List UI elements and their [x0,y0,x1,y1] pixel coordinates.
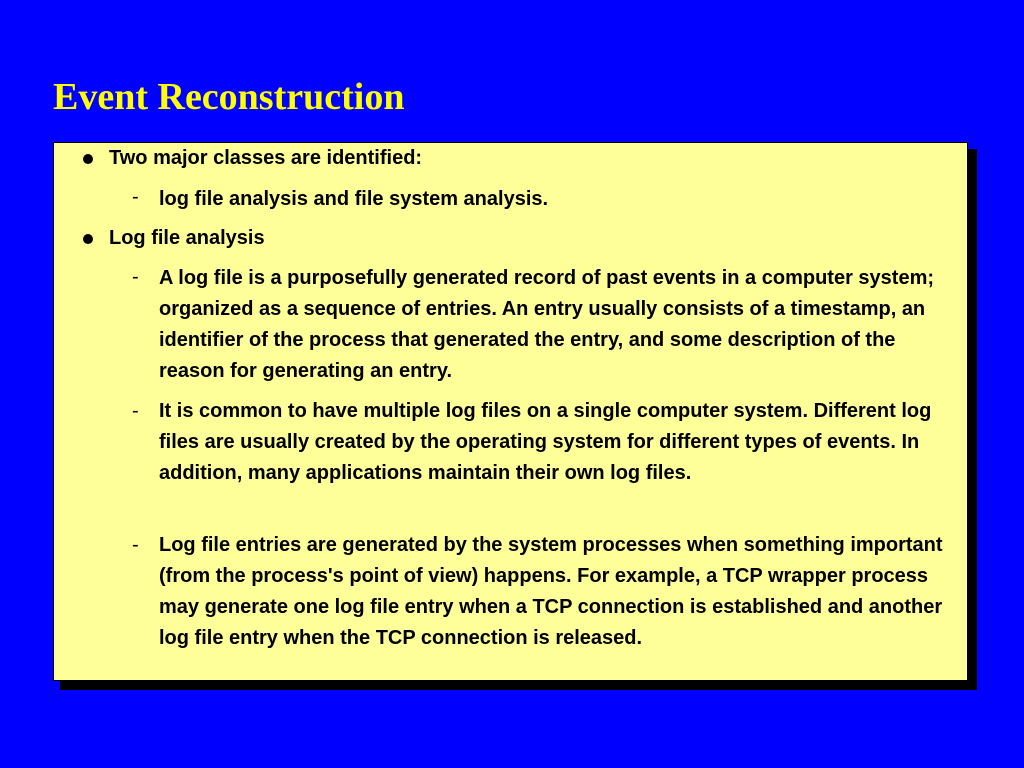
bullet-dot [83,234,93,244]
sub-bullet-text: log file analysis and file system analysis. [159,188,549,210]
bullet-dot [83,154,93,164]
bullet-list [54,143,969,682]
dash-marker: - [132,400,139,422]
bullet-text: Two major classes are identified: [109,147,423,169]
sub-bullet-text: A log file is a purposefully generated record of past events in a computer system; organized as a sequence of entries. An entry usually consists of a timestamp, an identifier of the process that generated the entry, and some description of the reason for generating an entry. [159,267,935,382]
sub-bullet-text: Log file entries are generated by the system processes when something important (from the process's point of view) happens. For example, a TCP wrapper process may generate one log file entry when a TCP connection is established and another log file entry when the TCP connection is released. [159,534,943,649]
dash-marker: - [132,534,139,556]
sub-bullet-text: It is common to have multiple log files on a single computer system. Different log files are usually created by the operating system for different types of events. In addition, many applications maintain their own log files. [159,400,932,484]
dash-marker: - [132,186,139,208]
slide-title: Event Reconstruction [53,76,405,118]
bullet-text: Log file analysis [109,227,265,249]
content-panel [53,142,968,681]
dash-marker: - [132,266,139,288]
